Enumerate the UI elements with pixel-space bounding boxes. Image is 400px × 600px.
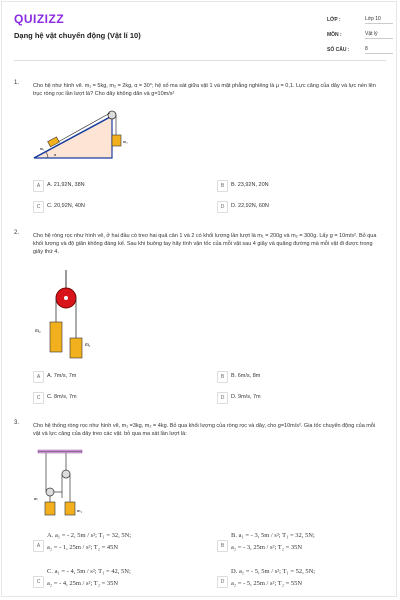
option-text: C. 20,92N, 40N — [47, 203, 85, 209]
option-letter: B — [217, 371, 228, 383]
question-2-number: 2. — [14, 230, 20, 236]
option-text: C. 8m/s, 7m — [47, 394, 77, 400]
meta-class-label: LỚP : — [327, 17, 341, 23]
meta-count-value: 8 — [365, 46, 393, 54]
pulley-m1-label: m₁ — [85, 343, 91, 348]
option-text: A. 7m/s, 7m — [47, 373, 77, 379]
meta-count-label: SỐ CÂU : — [327, 47, 350, 53]
question-2-text: Cho hệ ròng rọc như hình vẽ, ở hai đầu có treo hai quả cân 1 và 2 có khối lượng lần lượt là m₁ = 200g và m₂ = 300g. Lấy g = 10m/s². Bỏ qua khối lượng và độ giãn không đáng kể. Sau khi buông tay hãy tính vận tốc của mỗi vật sau 4 giây và quãng đường mà mỗi vật đi được trong giây thứ 4. — [33, 233, 377, 255]
option-letter: C — [33, 576, 44, 588]
meta-subject-value: Vật lý — [365, 31, 393, 39]
option-line-1: B. a₁ = - 3, 5m / s²; T₁ = 32, 5N; — [231, 532, 315, 539]
option-text: A. 21,92N, 38N — [47, 182, 85, 188]
option-line-1: A. a₁ = - 2, 5m / s²; T₁ = 32, 5N; — [47, 532, 132, 539]
pulley-m2-label: m₂ — [35, 329, 41, 334]
option-line-2: a₂ = - 5, 25m / s²; T₂ = 55N — [231, 580, 303, 587]
option-letter: A — [33, 540, 44, 552]
meta-subject-label: MÔN : — [327, 32, 342, 38]
option-text: B. 6m/s, 8m — [231, 373, 261, 379]
option-letter: B — [217, 180, 228, 192]
option-letter: A — [33, 180, 44, 192]
option-line-1: C. a₁ = - 4, 5m / s²; T₁ = 42, 5N; — [47, 568, 131, 575]
pulley-figure — [30, 270, 110, 360]
question-3-number: 3. — [14, 420, 20, 426]
incline-m1-label: m₁ — [40, 146, 45, 151]
option-line-2: a₂ = - 4, 25m / s²; T₂ = 35N — [47, 580, 119, 587]
option-text: B. 23,92N, 20N — [231, 182, 269, 188]
system-m-label: m — [34, 496, 38, 501]
pulley-system-figure — [30, 448, 95, 520]
document-title: Dạng hệ vật chuyển động (Vật lí 10) — [14, 31, 141, 40]
option-line-2: a₂ = - 3, 25m / s²; T₂ = 35N — [231, 544, 303, 551]
incline-alpha-label: α — [54, 152, 57, 157]
system-m1-label: m₁ — [77, 508, 83, 513]
option-letter: D — [217, 576, 228, 588]
question-1-text: Cho hệ như hình vẽ. m₁ = 5kg, m₂ = 2kg, α = 30°; hệ số ma sát giữa vật 1 và mặt phẳng nghiêng là μ = 0,1. Lực căng của dây và lực nén lên trục ròng rọc lần lượt là? Cho dây không dãn và g=10m/s² — [33, 83, 376, 97]
incline-figure — [30, 106, 145, 166]
question-3-text: Cho hệ thống ròng rọc như hình vẽ, m₁ =3kg, m₂ = 4kg. Bỏ qua khối lượng của ròng rọc và dây, cho g=10m/s². Gia tốc chuyển động của mỗi vật và lực căng của dây treo các vật. bỏ qua ma sát lần lượt là: — [33, 423, 376, 437]
option-letter: C — [33, 201, 44, 213]
incline-m2-label: m₂ — [123, 139, 128, 144]
option-letter: B — [217, 540, 228, 552]
quizizz-logo: QUIZIZZ — [14, 12, 65, 26]
option-letter: D — [217, 201, 228, 213]
option-letter: D — [217, 392, 228, 404]
option-line-1: D. a₁ = - 5, 5m / s²; T₁ = 52, 5N; — [231, 568, 316, 575]
option-letter: A — [33, 371, 44, 383]
option-line-2: a₂ = - 1, 25m / s²; T₂ = 45N — [47, 544, 119, 551]
option-text: D. 9m/s, 7m — [231, 394, 261, 400]
question-1-number: 1. — [14, 80, 20, 86]
meta-class-value: Lớp 10 — [365, 16, 393, 24]
option-text: D. 22,92N, 60N — [231, 203, 269, 209]
option-letter: C — [33, 392, 44, 404]
header-divider — [14, 60, 386, 61]
